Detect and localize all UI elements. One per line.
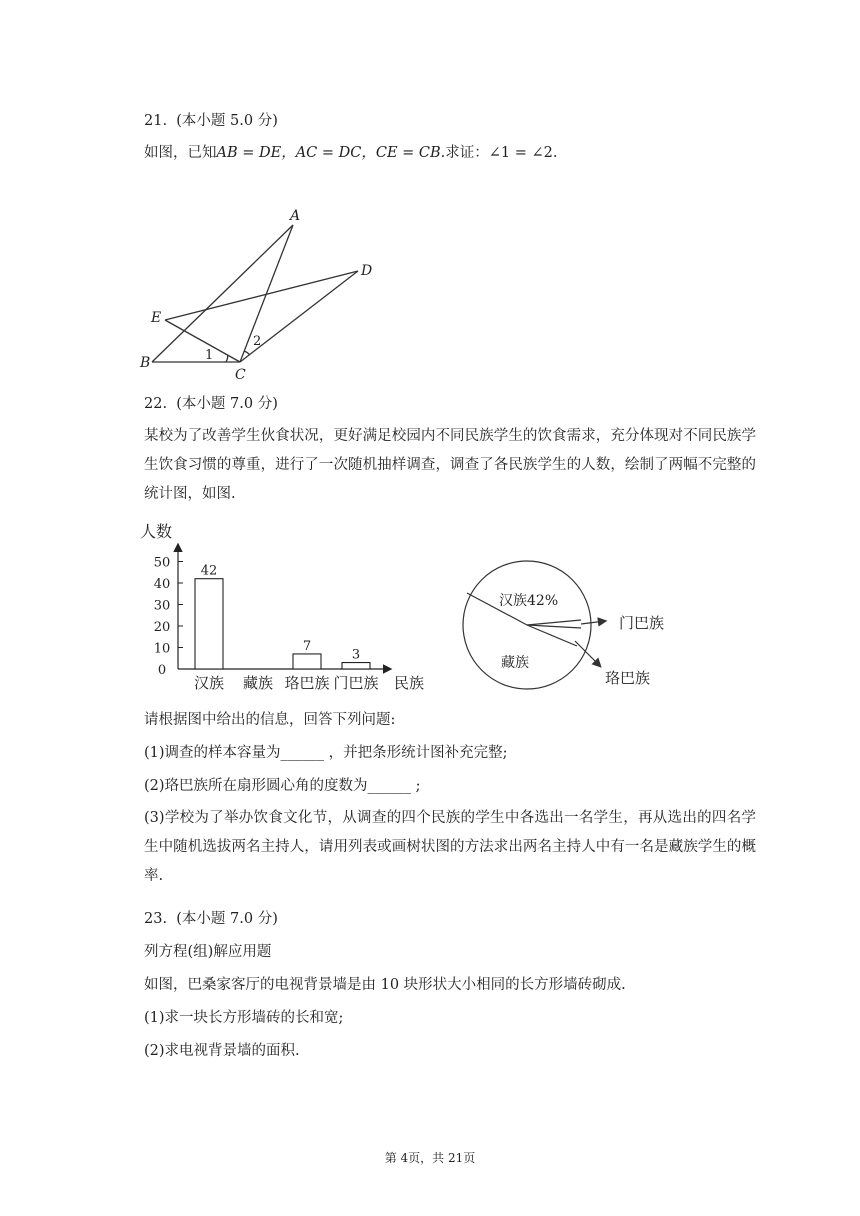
q22-intro: 某校为了改善学生伙食状况，更好满足校园内不同民族学生的饮食需求，充分体现对不同民族学生饮食习惯的尊重，进行了一次随机抽样调查，调查了各民族学生的人数，绘制了两幅不完整的统计图，如图. xyxy=(144,428,756,502)
y-tick-label: 20 xyxy=(153,620,171,635)
q21-math: AB = DE，AC = DC，CE = CB. xyxy=(216,145,446,161)
segment-ec xyxy=(165,320,240,362)
point-a-label: A xyxy=(290,208,301,224)
q21-geometry-figure xyxy=(130,200,390,385)
pie-label-han: 汉族42% xyxy=(499,593,559,609)
q22-lead: 请根据图中给出的信息，回答下列问题: xyxy=(144,712,396,728)
pie-label-menba: 门巴族 xyxy=(619,614,665,632)
q21-header: 21. (本小题 5.0 分) xyxy=(144,113,278,129)
point-c-label: C xyxy=(235,367,246,383)
q22-sub1: (1)调查的样本容量为______ ，并把条形统计图补充完整; xyxy=(144,745,508,761)
bar-2 xyxy=(293,654,321,669)
bar-data-label: 42 xyxy=(200,563,218,579)
q21-text-prefix: 如图，已知 xyxy=(144,145,217,161)
pie-label-luoba: 珞巴族 xyxy=(605,669,651,687)
bar-xlabel: 民族 xyxy=(394,674,425,692)
point-e-label: E xyxy=(151,310,162,326)
angle-1-label: 1 xyxy=(205,348,214,363)
angle-2-arc xyxy=(244,351,250,355)
q23-header: 23. (本小题 7.0 分) xyxy=(144,911,278,927)
q21-statement xyxy=(144,143,558,163)
pie-chart xyxy=(455,560,705,700)
q22-sub2: (2)珞巴族所在扇形圆心角的度数为______ ; xyxy=(144,778,421,794)
bar-category-label: 门巴族 xyxy=(333,674,379,692)
point-d-label: D xyxy=(361,263,373,279)
bar-ylabel: 人数 xyxy=(140,522,173,541)
bar-category-label: 珞巴族 xyxy=(284,674,330,692)
q21-text-suffix: 求证：∠1 = ∠2. xyxy=(445,145,558,161)
segment-ed xyxy=(165,271,358,320)
bar-category-label: 藏族 xyxy=(242,674,274,692)
q23-text: 如图，巴桑家客厅的电视背景墙是由 10 块形状大小相同的长方形墙砖砌成. xyxy=(144,977,626,993)
angle-2-label: 2 xyxy=(253,334,262,349)
page-footer: 第 4页，共 21页 xyxy=(384,1151,476,1165)
pie-divider-middle xyxy=(527,625,581,628)
q22-sub3: (3)学校为了举办饮食文化节，从调查的四个民族的学生中各选出一名学生，再从选出的四名学生中随机选拔两名主持人，请用列表或画树状图的方法求出两名主持人中有一名是藏族学生的概率. xyxy=(144,810,756,884)
bar-3 xyxy=(342,663,370,669)
pie-divider-lower xyxy=(527,625,577,646)
bar-data-label: 7 xyxy=(302,638,312,654)
y-tick-label: 30 xyxy=(153,598,171,614)
q23-sub1: (1)求一块长方形墙砖的长和宽; xyxy=(144,1010,344,1026)
menba-arrow xyxy=(581,621,605,624)
y-tick-label: 40 xyxy=(153,577,171,592)
y-tick-label: 10 xyxy=(153,641,171,657)
pie-divider-upper xyxy=(527,620,581,625)
bar-data-label: 3 xyxy=(351,647,361,663)
bar-category-label: 汉族 xyxy=(193,674,225,692)
bar-0 xyxy=(195,579,223,669)
y-tick-label: 0 xyxy=(157,663,167,678)
bar-chart xyxy=(132,518,432,698)
pie-label-zang: 藏族 xyxy=(501,655,529,671)
angle-1-arc xyxy=(226,355,228,362)
y-tick-label: 50 xyxy=(153,555,171,571)
point-b-label: B xyxy=(140,355,151,371)
q23-title: 列方程(组)解应用题 xyxy=(144,944,272,960)
q23-sub2: (2)求电视背景墙的面积. xyxy=(144,1043,300,1059)
q22-header: 22. (本小题 7.0 分) xyxy=(144,396,278,412)
